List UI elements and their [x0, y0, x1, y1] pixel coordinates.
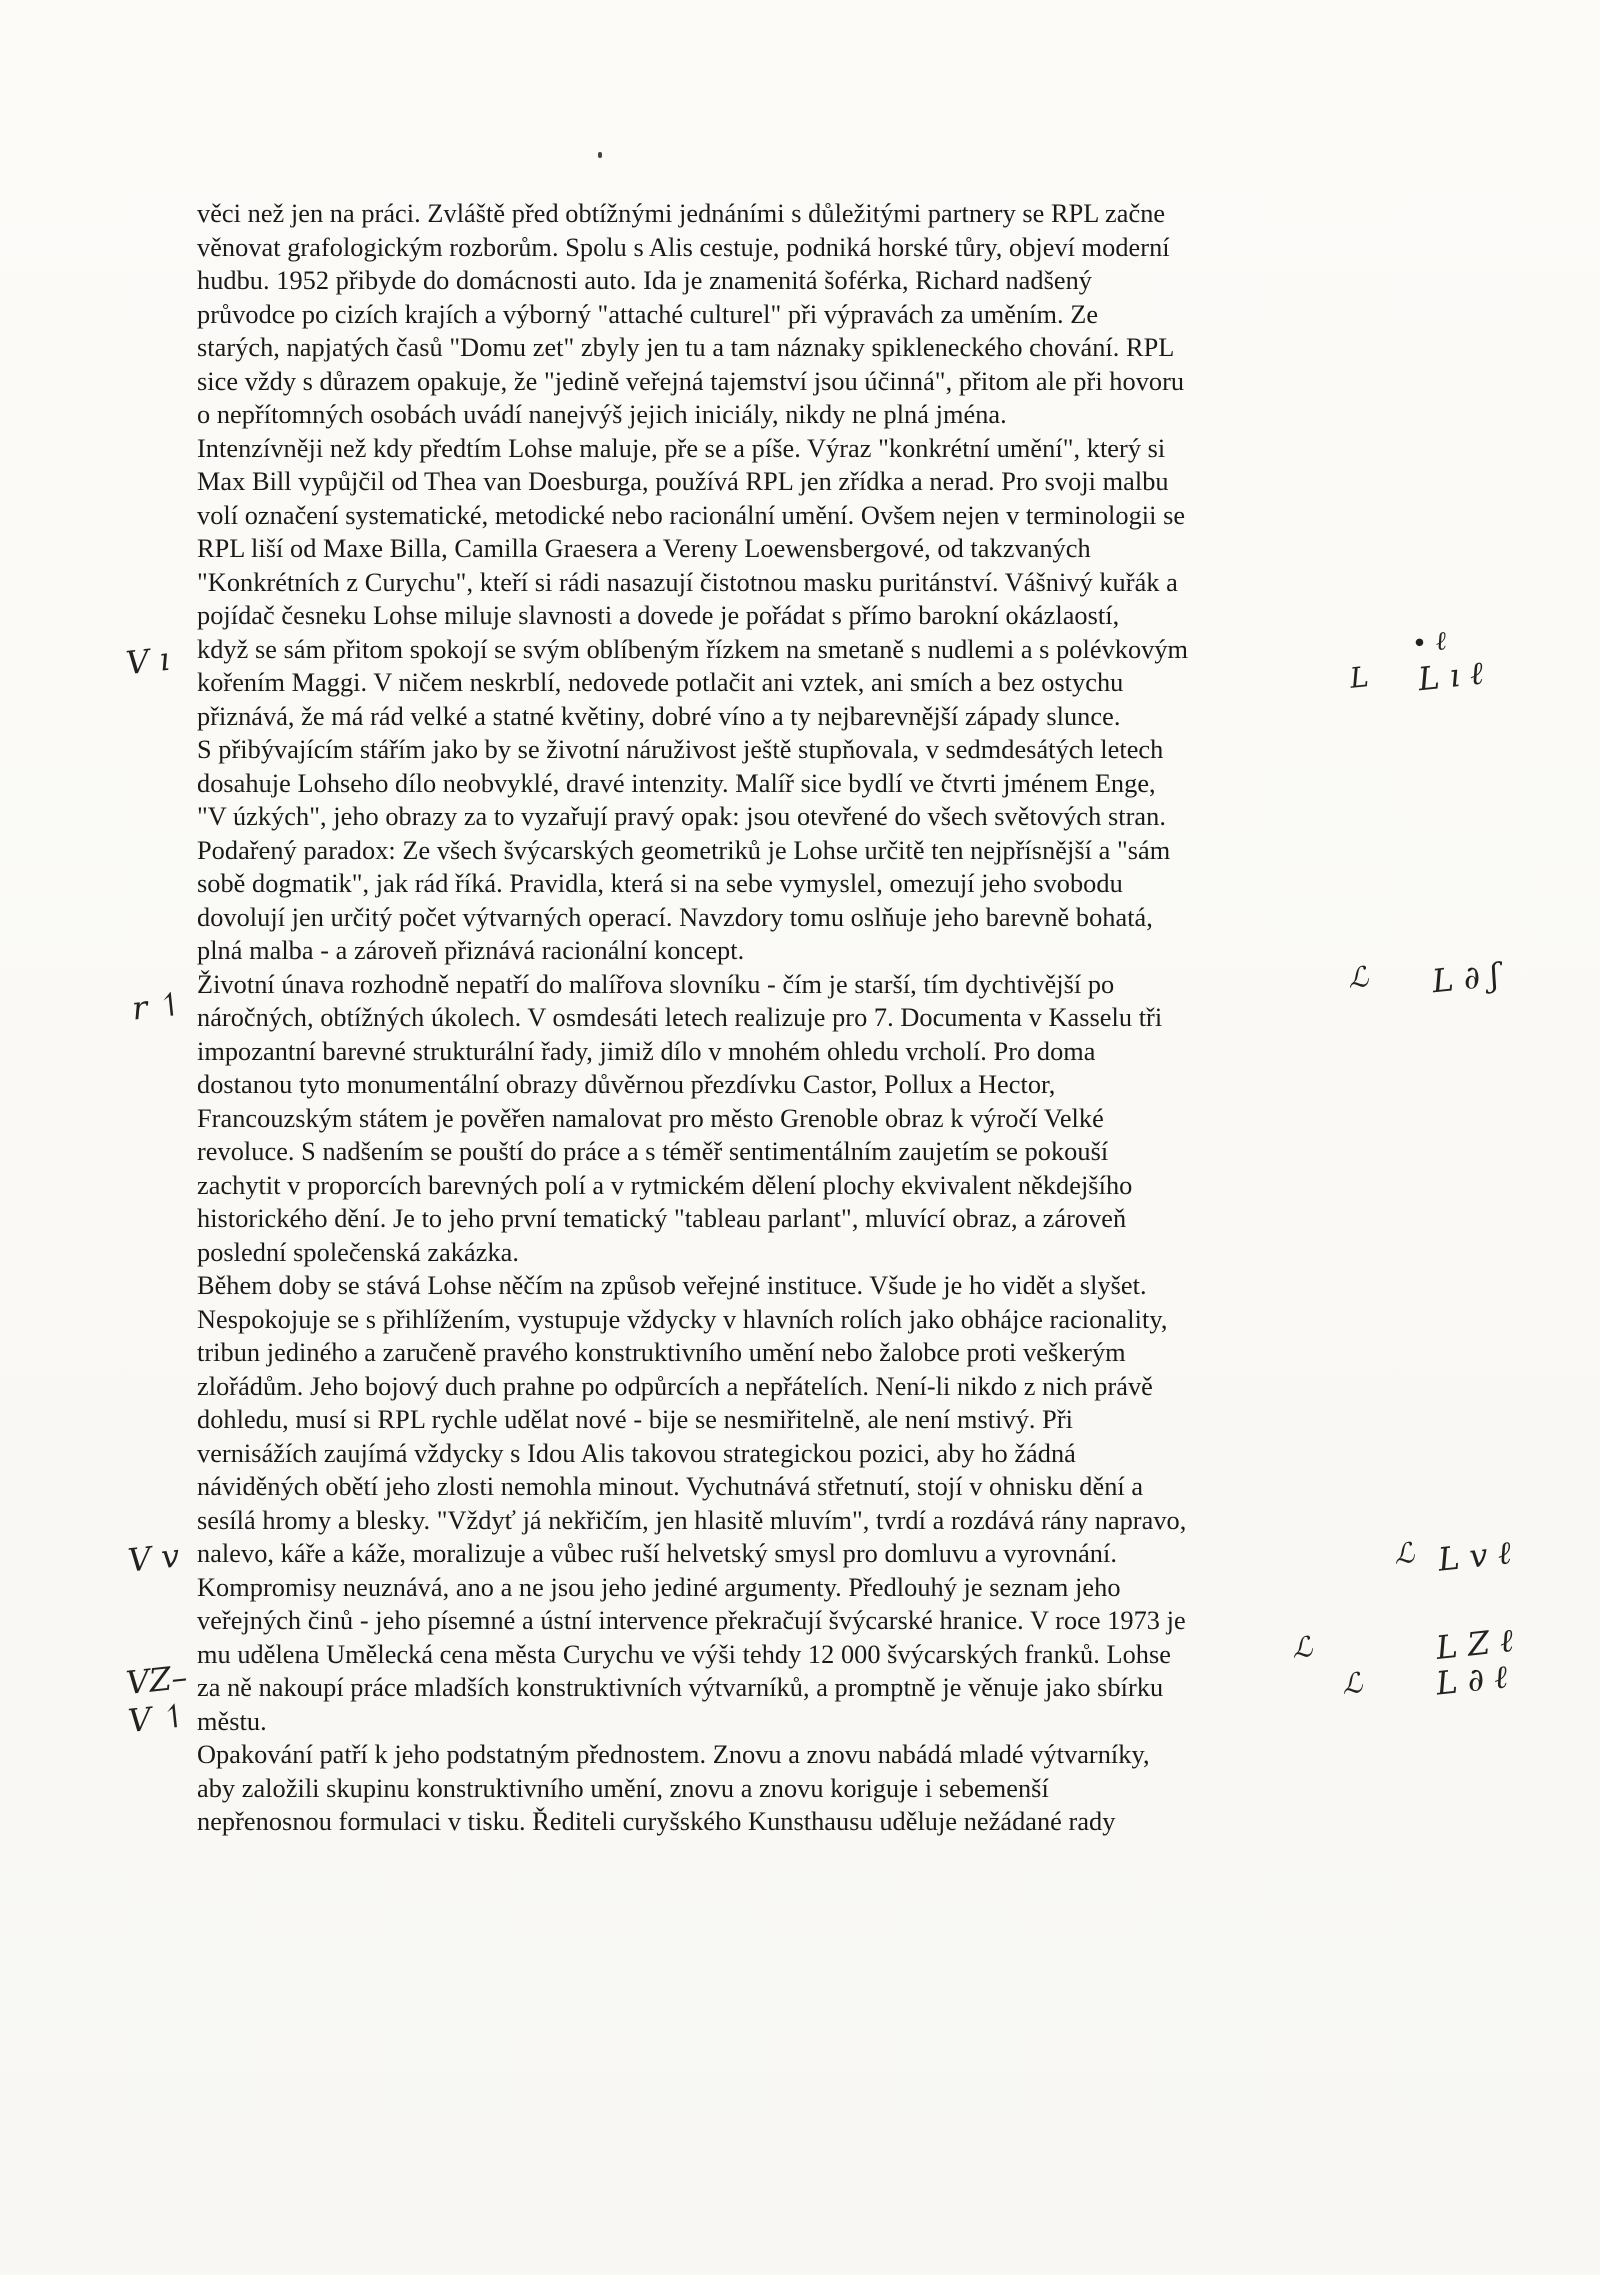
text-line: mu udělena Umělecká cena města Curychu ve výši tehdy 12 000 švýcarských franků. Lohse [197, 1639, 1172, 1669]
text-line: dosahuje Lohseho dílo neobvyklé, dravé intenzity. Malíř sice bydlí ve čtvrti jménem Enge, [197, 768, 1156, 798]
body-text [197, 197, 1447, 1839]
text-line: věci než jen na práci. Zvláště před obtížnými jednáními s důležitými partnery se RPL začne [197, 199, 1166, 228]
text-line: Intenzívněji než kdy předtím Lohse maluje, pře se a píše. Výraz "konkrétní umění", který si [197, 433, 1166, 463]
text-line: starých, napjatých časů "Domu zet" zbyly jen tu a tam náznaky spikleneckého chování. RPL [197, 333, 1175, 362]
text-line: nepřenosnou formulaci v tisku. Řediteli curyšského Kunsthausu uděluje nežádané rady [197, 1807, 1116, 1836]
handwritten-margin-mark: r ↿ [130, 984, 187, 1028]
handwritten-margin-mark: • ℓ [1410, 626, 1448, 660]
handwritten-margin-mark: V v [126, 1536, 182, 1580]
handwritten-insert-mark: L [1348, 660, 1371, 695]
text-line: veřejných činů - jeho písemné a ústní intervence překračují švýcarské hranice. V roce 1973 je [197, 1606, 1186, 1635]
text-line: vernisážích zaujímá vždycky s Idou Alis takovou strategickou pozici, aby ho žádná [197, 1438, 1076, 1468]
text-line: sobě dogmatik", jak rád říká. Pravidla, která si na sebe vymyslel, omezují jeho svobodu [197, 869, 1123, 898]
text-line: sesílá hromy a blesky. "Vždyť já nekřičím, jen hlasitě mluvím", tvrdí a rozdává rány napravo, [197, 1505, 1187, 1535]
text-line: Francouzským státem je pověřen namalovat pro město Grenoble obraz k výročí Velké [197, 1103, 1104, 1133]
text-line: impozantní barevné strukturální řady, jimiž dílo v mnohém ohledu vrcholí. Pro doma [197, 1036, 1096, 1066]
handwritten-insert-mark: ℒ [1346, 960, 1370, 995]
text-line: dovolují jen určitý počet výtvarných operací. Navzdory tomu oslňuje jeho barevně bohatá, [197, 902, 1153, 932]
text-line: sice vždy s důrazem opakuje, že "jedině veřejná tajemství jsou účinná", přitom ale při hovoru [197, 366, 1185, 396]
text-line: aby založili skupinu konstruktivního umění, znovu a znovu koriguje i sebemenší [197, 1773, 1049, 1803]
text-line: přiznává, že má rád velké a statné květiny, dobré víno a ty nejbarevnější západy slunce. [197, 701, 1121, 731]
handwritten-margin-mark: L ı ℓ [1416, 653, 1485, 699]
handwritten-margin-mark: V ↿ [126, 1695, 190, 1741]
handwritten-margin-mark: L ∂ ʃ [1430, 955, 1501, 1001]
text-line: věnovat grafologickým rozborům. Spolu s Alis cestuje, podniká horské tůry, objeví moderní [197, 232, 1170, 262]
text-line: Během doby se stává Lohse něčím na způsob veřejné instituce. Všude je ho vidět a slyšet. [197, 1271, 1147, 1300]
text-line: za ně nakoupí práce mladších konstruktivních výtvarníků, a promptně je věnuje jako sbírku [197, 1673, 1164, 1702]
text-line: plná malba - a zároveň přiznává racionální koncept. [197, 936, 745, 965]
text-line: S přibývajícím stářím jako by se životní náruživost ještě stupňovala, v sedmdesátých letech [197, 735, 1164, 764]
handwritten-margin-mark: L ∂ ℓ [1434, 1657, 1510, 1703]
text-line: nalevo, káře a káže, moralizuje a vůbec ruší helvetský smysl pro domluvu a vyrovnání. [197, 1539, 1117, 1568]
text-line: když se sám přitom spokojí se svým oblíbeným řízkem na smetaně s nudlemi a s polévkovým [197, 634, 1189, 664]
text-line: dohledu, musí si RPL rychle udělat nové - bije se nesmiřitelně, ale není mstivý. Při [197, 1405, 1073, 1434]
text-line: RPL liší od Maxe Billa, Camilla Graesera a Vereny Loewensbergové, od takzvaných [197, 534, 1091, 563]
text-line: Opakování patří k jeho podstatným přednostem. Znovu a znovu nabádá mladé výtvarníky, [197, 1740, 1150, 1769]
text-line: hudbu. 1952 přibyde do domácnosti auto. Ida je znamenitá šoférka, Richard nadšený [197, 266, 1092, 295]
text-line: náviděných obětí jeho zlosti nemohla minout. Vychutnává střetnutí, stojí v ohnisku dění a [197, 1472, 1144, 1501]
text-line: o nepřítomných osobách uvádí nanejvýš jejich iniciály, nikdy ne plná jména. [197, 400, 1007, 429]
handwritten-insert-mark: ℒ [1340, 1666, 1364, 1701]
text-line: Max Bill vypůjčil od Thea van Doesburga, používá RPL jen zřídka a nerad. Pro svoji malbu [197, 467, 1169, 496]
text-line: pojídač česneku Lohse miluje slavnosti a dovede je pořádat s přímo barokní okázlaostí, [197, 601, 1120, 630]
handwritten-insert-mark: ℒ [1392, 1536, 1416, 1571]
stray-dot [598, 152, 602, 158]
text-line: Nespokojuje se s přihlížením, vystupuje vždycky v hlavních rolích jako obhájce racionality, [197, 1304, 1168, 1334]
text-line: průvodce po cizích krajích a výborný "attaché culturel" při výpravách za uměním. Ze [197, 299, 1099, 329]
text-line: zachytit v proporcích barevných polí a v rytmickém dělení plochy ekvivalent někdejšího [197, 1170, 1133, 1200]
text-line: kořením Maggi. V ničem neskrblí, nedovede potlačit ani vztek, ani smích a bez ostychu [197, 668, 1124, 697]
text-line: revoluce. S nadšením se pouští do práce a s téměř sentimentálním zaujetím se pokouší [197, 1137, 1109, 1166]
text-line: tribun jediného a zaručeně pravého konstruktivního umění nebo žalobce proti veškerým [197, 1338, 1126, 1367]
handwritten-insert-mark: ℒ [1290, 1630, 1314, 1665]
handwritten-margin-mark: L Z ℓ [1434, 1621, 1515, 1667]
text-line: historického dění. Je to jeho první tematický "tableau parlant", mluvící obraz, a zároveň [197, 1204, 1127, 1233]
text-line: "Konkrétních z Curychu", kteří si rádi nasazují čistotnou masku puritánství. Vášnivý kuřák a [197, 567, 1178, 597]
handwritten-margin-mark: V ı [124, 639, 172, 683]
handwritten-margin-mark: VZ– [124, 1657, 190, 1703]
text-line: Podařený paradox: Ze všech švýcarských geometriků je Lohse určitě ten nejpřísnější a "sám [197, 835, 1171, 865]
text-line: Životní únava rozhodně nepatří do malířova slovníku - čím je starší, tím dychtivější po [197, 969, 1115, 999]
text-line: městu. [197, 1706, 267, 1736]
handwritten-margin-mark: L v ℓ [1436, 1533, 1513, 1579]
text-line: zlořádům. Jeho bojový duch prahne po odpůrcích a nepřátelích. Není-li nikdo z nich právě [197, 1371, 1153, 1401]
text-line: volí označení systematické, metodické nebo racionální umění. Ovšem nejen v terminologii se [197, 500, 1186, 530]
text-line: "V úzkých", jeho obrazy za to vyzařují pravý opak: jsou otevřené do všech světových stran. [197, 802, 1166, 831]
text-line: náročných, obtížných úkolech. V osmdesáti letech realizuje pro 7. Documenta v Kasselu tři [197, 1003, 1163, 1032]
text-line: dostanou tyto monumentální obrazy důvěrnou přezdívku Castor, Pollux a Hector, [197, 1070, 1056, 1099]
text-line: poslední společenská zakázka. [197, 1237, 519, 1267]
text-line: Kompromisy neuznává, ano a ne jsou jeho jediné argumenty. Předlouhý je seznam jeho [197, 1572, 1121, 1602]
